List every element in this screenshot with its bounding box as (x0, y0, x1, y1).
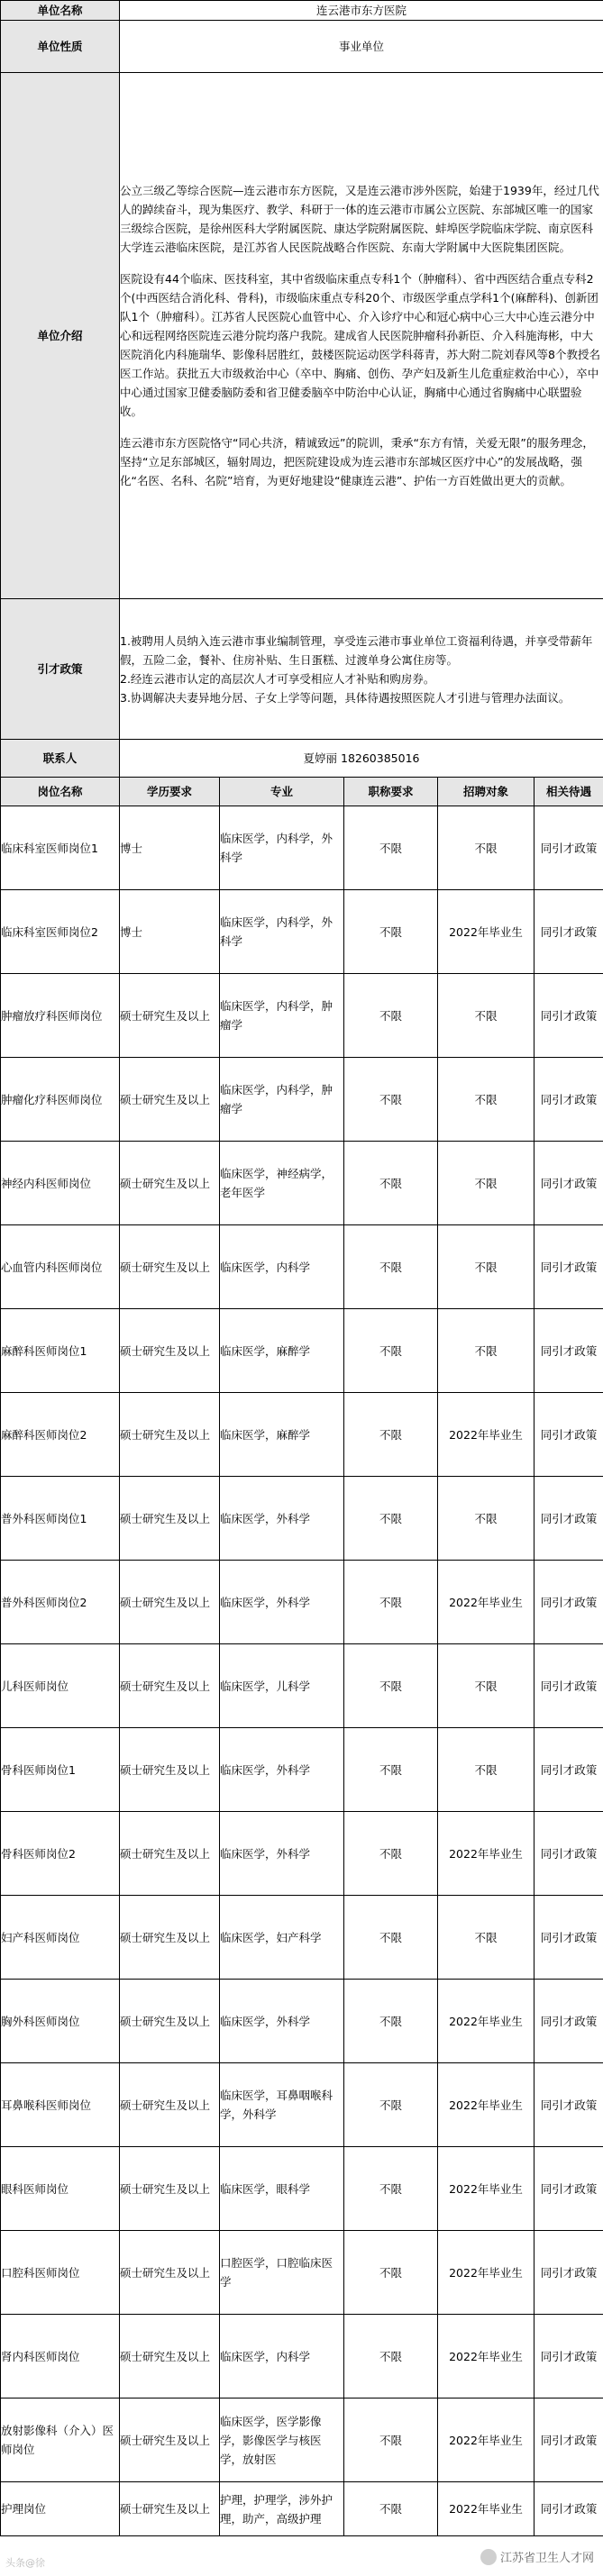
position-major: 临床医学，医学影像学，影像医学与核医学，放射医 (220, 2399, 344, 2482)
intro-paragraph: 医院设有44个临床、医技科室，其中省级临床重点专科1个（肿瘤科）、省中西医结合重点专科2个(中西医结合消化科、骨科)，市级临床重点专科20个、市级医学重点学科1个(麻醉科)、创新团队1个（肿瘤科）。江苏省人民医院心血管中心、介入诊疗中心和冠心病中心三大中心连云港分中心和远程网络医院连云港分院均落户我院。建成省人民医院肿瘤科孙新臣、介入科施海彬，中大医院消化内科施瑞华、影像科居胜红，鼓楼医院运动医学科蒋青，苏大附二院刘春风等8个教授名医工作站。获批五大市级救治中心（卒中、胸痛、创伤、孕产妇及新生儿危重症救治中心），卒中中心通过国家卫健委脑防委和省卫健委脑卒中防治中心认证，胸痛中心通过省胸痛中心联盟验收。 (120, 272, 600, 418)
intro-paragraph: 连云港市东方医院恪守“同心共济，精诚致远”的院训，秉承“东方有情，关爱无限”的服务理念，坚持“立足东部城区，辐射周边，把医院建设成为连云港市东部城区医疗中心”的发展战略，强化“名医、名科、名院”培育，为更好地建设“健康连云港”、护佑一方百姓做出更大的贡献。 (120, 436, 594, 487)
position-education: 硕士研究生及以上 (120, 1225, 220, 1309)
position-name: 护理岗位 (1, 2482, 120, 2536)
position-name: 麻醉科医师岗位2 (1, 1393, 120, 1477)
position-benefits: 同引才政策 (534, 1225, 603, 1309)
watermark: 头条@徐 (5, 2557, 45, 2569)
position-major: 临床医学，内科学，外科学 (220, 890, 344, 974)
unit-nature-value: 事业单位 (120, 21, 603, 73)
position-major: 临床医学，麻醉学 (220, 1393, 344, 1477)
position-education: 硕士研究生及以上 (120, 2147, 220, 2231)
position-education: 硕士研究生及以上 (120, 2315, 220, 2399)
position-name: 骨科医师岗位1 (1, 1728, 120, 1812)
position-target: 不限 (438, 1477, 534, 1561)
wechat-icon (480, 2549, 497, 2565)
position-row (1, 2147, 603, 2231)
header-benefits: 相关待遇 (534, 778, 603, 806)
position-target: 2022年毕业生 (438, 1812, 534, 1896)
position-education: 硕士研究生及以上 (120, 1812, 220, 1896)
position-name: 口腔科医师岗位 (1, 2231, 120, 2315)
position-major: 临床医学，外科学 (220, 1812, 344, 1896)
position-benefits: 同引才政策 (534, 2231, 603, 2315)
position-major: 临床医学，外科学 (220, 1980, 344, 2063)
unit-name-label: 单位名称 (1, 1, 120, 21)
positions-header-row (1, 778, 603, 806)
position-education: 硕士研究生及以上 (120, 1561, 220, 1644)
position-target: 2022年毕业生 (438, 2231, 534, 2315)
position-name: 麻醉科医师岗位1 (1, 1309, 120, 1393)
position-major: 临床医学，内科学 (220, 2315, 344, 2399)
position-title-req: 不限 (344, 2231, 438, 2315)
position-name: 普外科医师岗位2 (1, 1561, 120, 1644)
position-target: 2022年毕业生 (438, 2482, 534, 2536)
position-row (1, 1728, 603, 1812)
brand-logo (480, 2548, 594, 2565)
position-name: 心血管内科医师岗位 (1, 1225, 120, 1309)
position-name: 神经内科医师岗位 (1, 1142, 120, 1225)
position-title-req: 不限 (344, 1728, 438, 1812)
position-name: 临床科室医师岗位1 (1, 806, 120, 890)
position-education: 硕士研究生及以上 (120, 2482, 220, 2536)
position-major: 护理，护理学，涉外护理，助产，高级护理 (220, 2482, 344, 2536)
position-education: 博士 (120, 806, 220, 890)
position-name: 胸外科医师岗位 (1, 1980, 120, 2063)
position-row (1, 2315, 603, 2399)
policy-text (120, 599, 603, 740)
position-title-req: 不限 (344, 1225, 438, 1309)
position-row (1, 1812, 603, 1896)
position-benefits: 同引才政策 (534, 1812, 603, 1896)
position-major: 临床医学，耳鼻咽喉科学，外科学 (220, 2063, 344, 2147)
position-benefits: 同引才政策 (534, 1058, 603, 1142)
position-education: 硕士研究生及以上 (120, 1896, 220, 1980)
header-major: 专业 (220, 778, 344, 806)
position-education: 硕士研究生及以上 (120, 1980, 220, 2063)
position-name: 儿科医师岗位 (1, 1644, 120, 1728)
position-title-req: 不限 (344, 1644, 438, 1728)
position-row (1, 974, 603, 1058)
position-target: 不限 (438, 1644, 534, 1728)
position-target: 不限 (438, 806, 534, 890)
position-education: 硕士研究生及以上 (120, 1142, 220, 1225)
position-row (1, 1896, 603, 1980)
policy-label: 引才政策 (1, 599, 120, 740)
position-major: 临床医学，妇产科学 (220, 1896, 344, 1980)
intro-paragraph: 公立三级乙等综合医院—连云港市东方医院，又是连云港市涉外医院，始建于1939年，经过几代人的踔续奋斗，现为集医疗、教学、科研于一体的连云港市市属公立医院、东部城区唯一的国家三级综合医院，是徐州医科大学附属医院、康达学院附属医院、蚌埠医学院临床学院、南京医科大学连云港临床医院，是江苏省人民医院战略合作医院、东南大学附属中大医院集团医院。 (120, 184, 599, 254)
position-row (1, 1644, 603, 1728)
position-benefits: 同引才政策 (534, 1142, 603, 1225)
position-title-req: 不限 (344, 974, 438, 1058)
unit-intro-row (1, 73, 603, 599)
position-title-req: 不限 (344, 2482, 438, 2536)
position-title-req: 不限 (344, 2315, 438, 2399)
position-name: 妇产科医师岗位 (1, 1896, 120, 1980)
position-row (1, 1561, 603, 1644)
position-major: 临床医学，眼科学 (220, 2147, 344, 2231)
position-target: 2022年毕业生 (438, 1561, 534, 1644)
position-major: 临床医学，外科学 (220, 1561, 344, 1644)
position-benefits: 同引才政策 (534, 1477, 603, 1561)
policy-row (1, 599, 603, 740)
position-target: 不限 (438, 974, 534, 1058)
position-name: 临床科室医师岗位2 (1, 890, 120, 974)
position-row (1, 806, 603, 890)
position-row (1, 2399, 603, 2482)
position-row (1, 1225, 603, 1309)
position-row (1, 890, 603, 974)
position-education: 硕士研究生及以上 (120, 1644, 220, 1728)
position-benefits: 同引才政策 (534, 1728, 603, 1812)
position-major: 临床医学，外科学 (220, 1728, 344, 1812)
position-title-req: 不限 (344, 2147, 438, 2231)
position-benefits: 同引才政策 (534, 2063, 603, 2147)
position-major: 临床医学，内科学，肿瘤学 (220, 974, 344, 1058)
unit-name-value: 连云港市东方医院 (120, 1, 603, 21)
position-row (1, 1980, 603, 2063)
position-row (1, 1058, 603, 1142)
position-row (1, 1477, 603, 1561)
position-education: 硕士研究生及以上 (120, 1477, 220, 1561)
position-name: 放射影像科（介入）医师岗位 (1, 2399, 120, 2482)
position-name: 眼科医师岗位 (1, 2147, 120, 2231)
position-title-req: 不限 (344, 2063, 438, 2147)
policy-item: 3.协调解决夫妻异地分居、子女上学等问题，具体待遇按照医院人才引进与管理办法面议。 (120, 690, 571, 705)
position-major: 临床医学，儿科学 (220, 1644, 344, 1728)
position-education: 博士 (120, 890, 220, 974)
position-title-req: 不限 (344, 1393, 438, 1477)
policy-item: 2.经连云港市认定的高层次人才可享受相应人才补贴和购房券。 (120, 671, 435, 686)
position-title-req: 不限 (344, 1058, 438, 1142)
position-benefits: 同引才政策 (534, 2399, 603, 2482)
position-target: 不限 (438, 1309, 534, 1393)
header-title-req: 职称要求 (344, 778, 438, 806)
position-education: 硕士研究生及以上 (120, 974, 220, 1058)
unit-intro-label: 单位介绍 (1, 73, 120, 599)
position-benefits: 同引才政策 (534, 806, 603, 890)
position-name: 肿瘤化疗科医师岗位 (1, 1058, 120, 1142)
position-title-req: 不限 (344, 1477, 438, 1561)
contact-value: 夏婷丽 18260385016 (120, 740, 603, 778)
position-target: 2022年毕业生 (438, 2147, 534, 2231)
position-education: 硕士研究生及以上 (120, 2231, 220, 2315)
position-target: 不限 (438, 1058, 534, 1142)
position-title-req: 不限 (344, 1142, 438, 1225)
position-title-req: 不限 (344, 1561, 438, 1644)
unit-name-row (1, 1, 603, 21)
position-education: 硕士研究生及以上 (120, 2063, 220, 2147)
position-education: 硕士研究生及以上 (120, 1309, 220, 1393)
position-benefits: 同引才政策 (534, 1896, 603, 1980)
position-title-req: 不限 (344, 890, 438, 974)
position-target: 2022年毕业生 (438, 890, 534, 974)
position-row (1, 1309, 603, 1393)
position-target: 2022年毕业生 (438, 1980, 534, 2063)
position-row (1, 1142, 603, 1225)
position-title-req: 不限 (344, 1812, 438, 1896)
position-name: 普外科医师岗位1 (1, 1477, 120, 1561)
header-target: 招聘对象 (438, 778, 534, 806)
position-education: 硕士研究生及以上 (120, 2399, 220, 2482)
position-benefits: 同引才政策 (534, 1644, 603, 1728)
position-major: 临床医学，神经病学，老年医学 (220, 1142, 344, 1225)
position-benefits: 同引才政策 (534, 1393, 603, 1477)
position-benefits: 同引才政策 (534, 2315, 603, 2399)
contact-label: 联系人 (1, 740, 120, 778)
position-benefits: 同引才政策 (534, 974, 603, 1058)
policy-item: 1.被聘用人员纳入连云港市事业编制管理，享受连云港市事业单位工资福利待遇，并享受带薪年假，五险二金，餐补、住房补贴、生日蛋糕、过渡单身公寓住房等。 (120, 633, 593, 667)
unit-nature-row (1, 21, 603, 73)
position-education: 硕士研究生及以上 (120, 1058, 220, 1142)
position-title-req: 不限 (344, 1309, 438, 1393)
position-major: 口腔医学，口腔临床医学 (220, 2231, 344, 2315)
position-benefits: 同引才政策 (534, 1309, 603, 1393)
header-position: 岗位名称 (1, 778, 120, 806)
unit-nature-label: 单位性质 (1, 21, 120, 73)
position-target: 不限 (438, 1225, 534, 1309)
position-education: 硕士研究生及以上 (120, 1393, 220, 1477)
position-row (1, 2231, 603, 2315)
position-title-req: 不限 (344, 2399, 438, 2482)
position-major: 临床医学，麻醉学 (220, 1309, 344, 1393)
position-target: 不限 (438, 1728, 534, 1812)
position-major: 临床医学，外科学 (220, 1477, 344, 1561)
position-education: 硕士研究生及以上 (120, 1728, 220, 1812)
header-education: 学历要求 (120, 778, 220, 806)
position-row (1, 2063, 603, 2147)
position-target: 不限 (438, 1896, 534, 1980)
position-benefits: 同引才政策 (534, 890, 603, 974)
position-target: 2022年毕业生 (438, 2063, 534, 2147)
position-row (1, 1393, 603, 1477)
position-title-req: 不限 (344, 1980, 438, 2063)
position-target: 不限 (438, 1142, 534, 1225)
brand-name: 江苏省卫生人才网 (499, 2552, 594, 2565)
position-major: 临床医学，内科学，外科学 (220, 806, 344, 890)
position-major: 临床医学，内科学，肿瘤学 (220, 1058, 344, 1142)
position-benefits: 同引才政策 (534, 2147, 603, 2231)
position-name: 肿瘤放疗科医师岗位 (1, 974, 120, 1058)
position-target: 2022年毕业生 (438, 2399, 534, 2482)
unit-intro-text (120, 73, 603, 599)
contact-row (1, 740, 603, 778)
position-name: 肾内科医师岗位 (1, 2315, 120, 2399)
position-title-req: 不限 (344, 1896, 438, 1980)
position-target: 2022年毕业生 (438, 1393, 534, 1477)
position-target: 2022年毕业生 (438, 2315, 534, 2399)
position-name: 骨科医师岗位2 (1, 1812, 120, 1896)
position-benefits: 同引才政策 (534, 2482, 603, 2536)
position-major: 临床医学，内科学 (220, 1225, 344, 1309)
position-benefits: 同引才政策 (534, 1980, 603, 2063)
position-name: 耳鼻喉科医师岗位 (1, 2063, 120, 2147)
position-row (1, 2482, 603, 2536)
position-title-req: 不限 (344, 806, 438, 890)
position-benefits: 同引才政策 (534, 1561, 603, 1644)
